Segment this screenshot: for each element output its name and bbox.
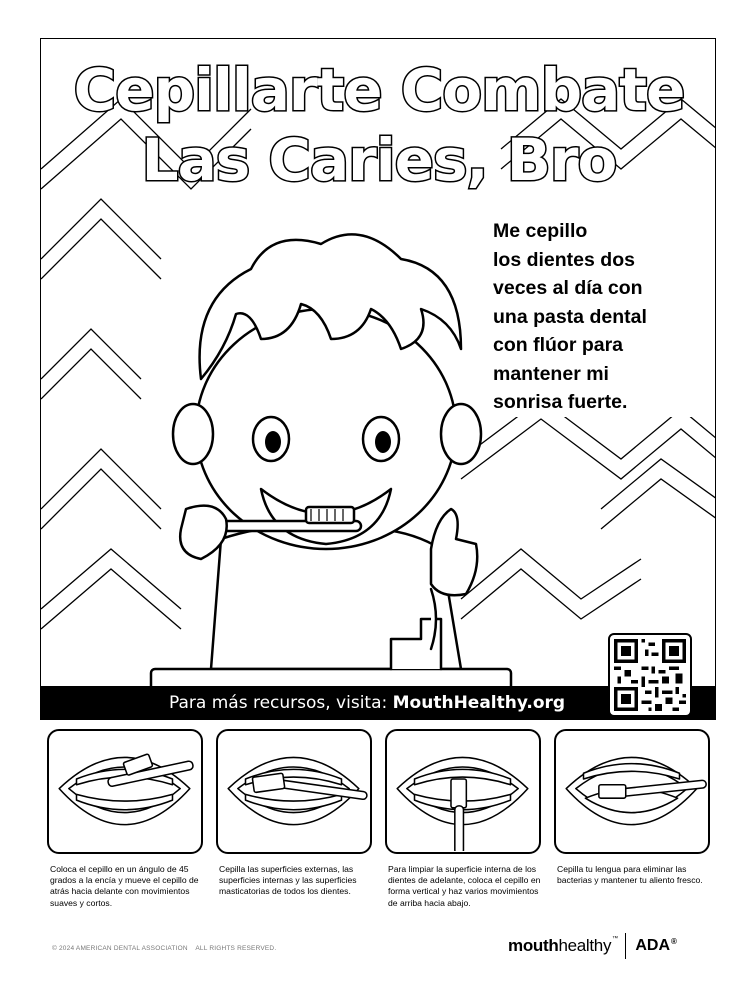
mouthhealthy-logo <box>508 936 618 956</box>
message-line: veces al día con <box>493 277 643 299</box>
message-line: con flúor para <box>493 334 624 356</box>
brushing-message <box>493 217 703 417</box>
step-1 <box>47 729 203 909</box>
step-3-text: Para limpiar la superficie interna de los dientes de adelante, coloca el cepillo en forma vertical y haz varios movimientos de arriba hacia abajo. <box>388 864 541 908</box>
brush-tongue-illustration <box>554 729 710 854</box>
message-line: los dientes dos <box>493 248 635 271</box>
resources-text <box>169 692 565 714</box>
page-title-line1: Cepillarte Combate <box>73 56 685 124</box>
message-line: sonrisa fuerte. <box>493 391 628 413</box>
mouth-illustration <box>387 731 538 851</box>
brand-trademark: ™ <box>612 936 618 942</box>
brand-bold: mouth <box>508 936 559 955</box>
brush-angle-illustration <box>47 729 203 854</box>
ada-registered: ® <box>671 937 677 946</box>
message-line: mantener mi <box>493 362 609 385</box>
mouth-illustration <box>218 731 369 851</box>
mouth-illustration <box>556 731 707 851</box>
step-2-text: Cepilla las superficies externas, las superficies internas y las superficies masticatorias de todos los dientes. <box>219 864 357 897</box>
coloring-page-frame <box>40 38 716 720</box>
ada-logo <box>635 937 677 955</box>
step-4-text: Cepilla tu lengua para eliminar las bacterias y mantener tu aliento fresco. <box>557 864 703 886</box>
mouthhealthy-link[interactable]: MouthHealthy.org <box>392 693 566 713</box>
step-3 <box>385 729 541 909</box>
message-line: Me cepillo <box>493 220 588 242</box>
brush-surfaces-illustration <box>216 729 372 854</box>
brand-divider <box>625 933 627 959</box>
page-title-line2: Las Caries, Bro <box>141 126 617 194</box>
boy-brushing-teeth-illustration <box>131 199 551 699</box>
step-4 <box>554 729 710 886</box>
mouth-illustration <box>49 731 200 851</box>
resources-prefix: Para más recursos, visita: <box>169 693 393 713</box>
qr-code-pattern <box>614 639 686 711</box>
step-2 <box>216 729 372 898</box>
step-1-text: Coloca el cepillo en un ángulo de 45 grados a la encía y mueve el cepillo de atrás hacia delante con movimientos suaves y cortos. <box>50 864 199 908</box>
brand-logos <box>508 931 677 961</box>
ada-text: ADA <box>635 937 671 954</box>
copyright-notice: © 2024 AMERICAN DENTAL ASSOCIATION ALL RIGHTS RESERVED. <box>52 945 277 952</box>
brush-vertical-illustration <box>385 729 541 854</box>
qr-code-icon[interactable] <box>608 633 692 717</box>
message-line: una pasta dental <box>493 305 647 328</box>
brand-regular: healthy <box>558 936 612 955</box>
